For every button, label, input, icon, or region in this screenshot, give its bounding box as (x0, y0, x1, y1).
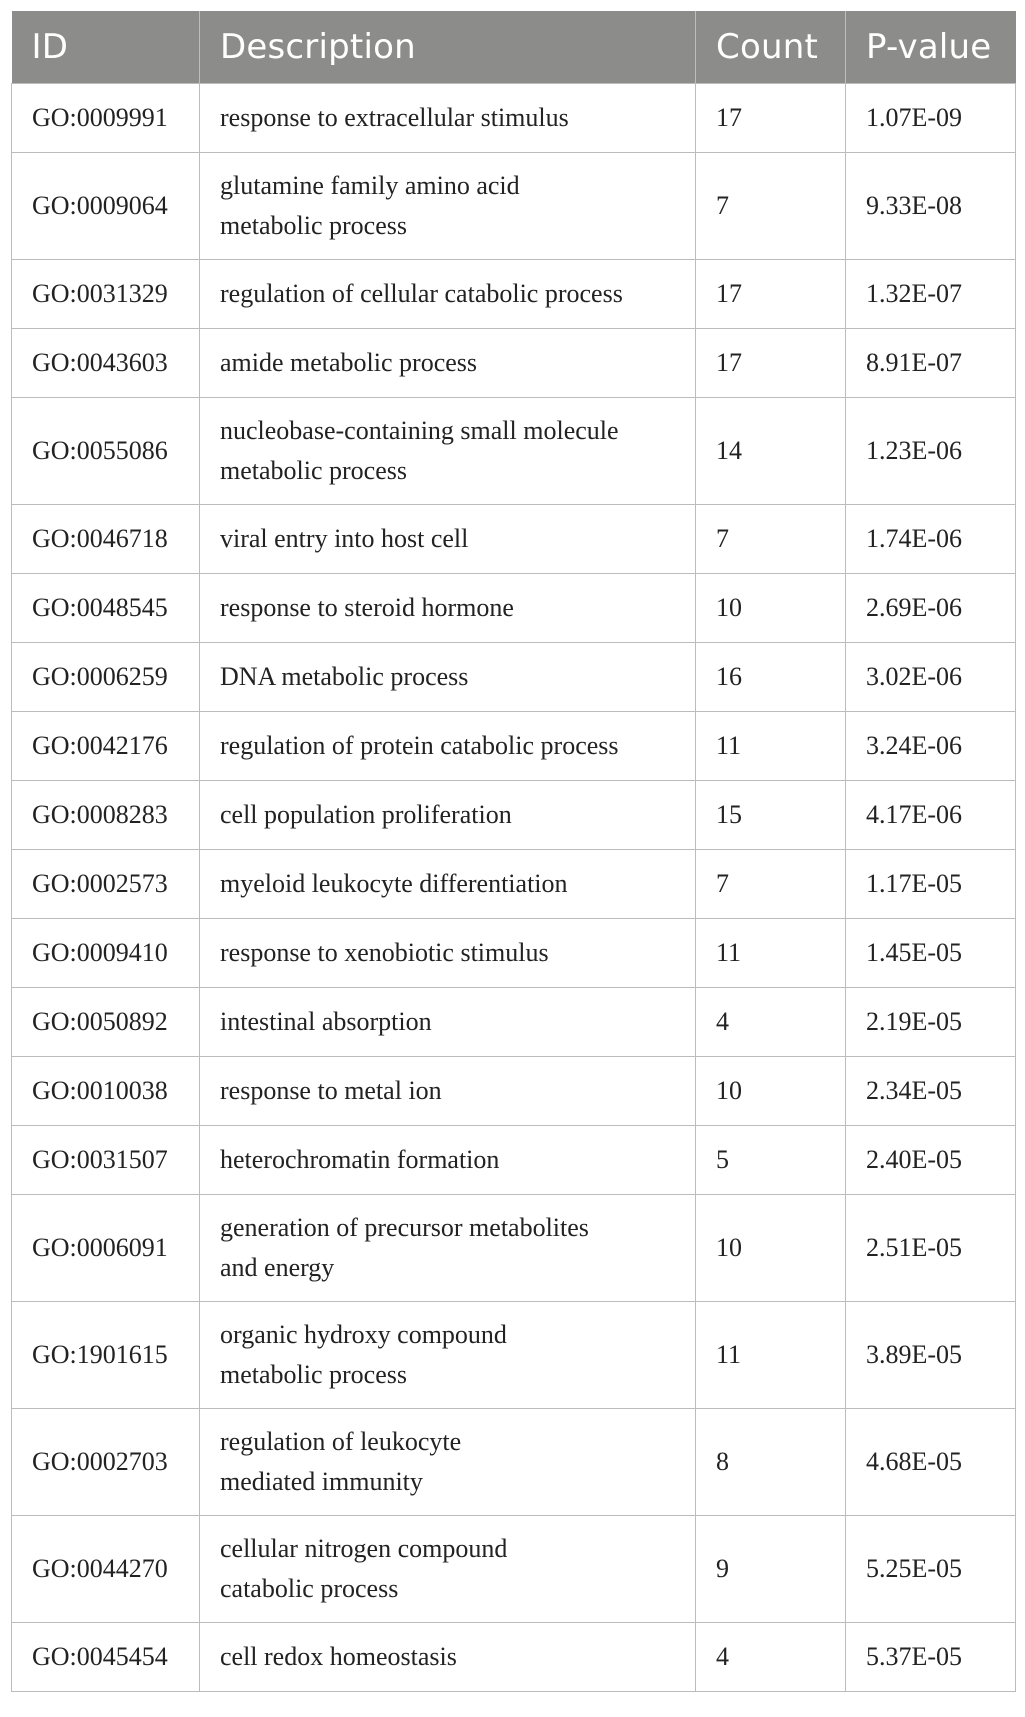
cell-go-id: GO:0006259 (12, 643, 200, 712)
cell-description (200, 84, 696, 153)
cell-description (200, 574, 696, 643)
table-header (12, 11, 1016, 84)
description-line: organic hydroxy compound (220, 1320, 507, 1349)
description-line: response to metal ion (220, 1076, 442, 1105)
cell-description (200, 153, 696, 260)
cell-go-id: GO:0008283 (12, 781, 200, 850)
description-line: intestinal absorption (220, 1007, 432, 1036)
cell-go-id: GO:0046718 (12, 505, 200, 574)
table-row (12, 1126, 1016, 1195)
cell-go-id: GO:0042176 (12, 712, 200, 781)
cell-description (200, 1302, 696, 1409)
description-line: and energy (220, 1253, 335, 1282)
cell-description (200, 712, 696, 781)
cell-go-id: GO:1901615 (12, 1302, 200, 1409)
cell-description (200, 988, 696, 1057)
cell-count: 11 (696, 919, 846, 988)
description-line: cell redox homeostasis (220, 1642, 457, 1671)
description-line: viral entry into host cell (220, 524, 469, 553)
cell-p-value: 5.25E-05 (846, 1516, 1016, 1623)
cell-count: 11 (696, 1302, 846, 1409)
cell-p-value: 5.37E-05 (846, 1623, 1016, 1692)
cell-description (200, 329, 696, 398)
description-line: myeloid leukocyte differentiation (220, 869, 568, 898)
description-line: response to steroid hormone (220, 593, 514, 622)
cell-go-id: GO:0055086 (12, 398, 200, 505)
table-row (12, 781, 1016, 850)
cell-count: 11 (696, 712, 846, 781)
description-line: regulation of leukocyte (220, 1427, 462, 1456)
cell-go-id: GO:0050892 (12, 988, 200, 1057)
cell-description (200, 643, 696, 712)
description-line: metabolic process (220, 1360, 407, 1389)
cell-description (200, 1057, 696, 1126)
description-line: metabolic process (220, 456, 407, 485)
table-row (12, 712, 1016, 781)
cell-p-value: 1.07E-09 (846, 84, 1016, 153)
cell-go-id: GO:0031329 (12, 260, 200, 329)
cell-p-value: 1.32E-07 (846, 260, 1016, 329)
cell-p-value: 4.17E-06 (846, 781, 1016, 850)
description-line: cellular nitrogen compound (220, 1534, 508, 1563)
cell-go-id: GO:0002703 (12, 1409, 200, 1516)
cell-count: 4 (696, 988, 846, 1057)
table-row (12, 1195, 1016, 1302)
cell-go-id: GO:0006091 (12, 1195, 200, 1302)
table-row (12, 643, 1016, 712)
cell-go-id: GO:0031507 (12, 1126, 200, 1195)
cell-count: 7 (696, 153, 846, 260)
cell-count: 7 (696, 850, 846, 919)
cell-description (200, 781, 696, 850)
table-row (12, 84, 1016, 153)
cell-p-value: 4.68E-05 (846, 1409, 1016, 1516)
cell-count: 17 (696, 329, 846, 398)
header-p-value: P-value (846, 11, 1016, 84)
cell-p-value: 3.24E-06 (846, 712, 1016, 781)
cell-p-value: 1.17E-05 (846, 850, 1016, 919)
header-description: Description (200, 11, 696, 84)
cell-go-id: GO:0048545 (12, 574, 200, 643)
table-row (12, 260, 1016, 329)
cell-count: 10 (696, 1057, 846, 1126)
cell-description (200, 1516, 696, 1623)
header-id: ID (12, 11, 200, 84)
description-line: response to extracellular stimulus (220, 103, 569, 132)
go-enrichment-table-container (11, 11, 1015, 1692)
table-row (12, 505, 1016, 574)
table-row (12, 1516, 1016, 1623)
cell-p-value: 2.40E-05 (846, 1126, 1016, 1195)
cell-count: 5 (696, 1126, 846, 1195)
description-line: catabolic process (220, 1574, 399, 1603)
cell-p-value: 2.19E-05 (846, 988, 1016, 1057)
cell-p-value: 1.23E-06 (846, 398, 1016, 505)
cell-description (200, 505, 696, 574)
cell-go-id: GO:0043603 (12, 329, 200, 398)
table-row (12, 850, 1016, 919)
cell-p-value: 8.91E-07 (846, 329, 1016, 398)
cell-count: 9 (696, 1516, 846, 1623)
table-body (12, 84, 1016, 1692)
cell-p-value: 2.51E-05 (846, 1195, 1016, 1302)
table-row (12, 1409, 1016, 1516)
description-line: heterochromatin formation (220, 1145, 500, 1174)
cell-p-value: 3.89E-05 (846, 1302, 1016, 1409)
cell-p-value: 1.74E-06 (846, 505, 1016, 574)
cell-count: 4 (696, 1623, 846, 1692)
header-count: Count (696, 11, 846, 84)
cell-count: 17 (696, 260, 846, 329)
cell-go-id: GO:0002573 (12, 850, 200, 919)
cell-count: 7 (696, 505, 846, 574)
cell-go-id: GO:0009991 (12, 84, 200, 153)
table-row (12, 988, 1016, 1057)
cell-p-value: 1.45E-05 (846, 919, 1016, 988)
table-row (12, 1057, 1016, 1126)
cell-description (200, 398, 696, 505)
cell-description (200, 919, 696, 988)
go-enrichment-table (11, 11, 1016, 1692)
cell-count: 10 (696, 1195, 846, 1302)
cell-p-value: 2.69E-06 (846, 574, 1016, 643)
description-line: glutamine family amino acid (220, 171, 520, 200)
description-line: regulation of protein catabolic process (220, 731, 619, 760)
cell-description (200, 1126, 696, 1195)
cell-count: 17 (696, 84, 846, 153)
description-line: generation of precursor metabolites (220, 1213, 589, 1242)
description-line: response to xenobiotic stimulus (220, 938, 549, 967)
cell-count: 10 (696, 574, 846, 643)
description-line: metabolic process (220, 211, 407, 240)
cell-description (200, 1623, 696, 1692)
table-row (12, 398, 1016, 505)
table-row (12, 1302, 1016, 1409)
description-line: amide metabolic process (220, 348, 478, 377)
description-line: regulation of cellular catabolic process (220, 279, 623, 308)
table-row (12, 574, 1016, 643)
description-line: cell population proliferation (220, 800, 512, 829)
cell-count: 16 (696, 643, 846, 712)
cell-p-value: 2.34E-05 (846, 1057, 1016, 1126)
cell-description (200, 850, 696, 919)
cell-description (200, 1409, 696, 1516)
cell-p-value: 3.02E-06 (846, 643, 1016, 712)
cell-count: 8 (696, 1409, 846, 1516)
description-line: nucleobase-containing small molecule (220, 416, 619, 445)
description-line: mediated immunity (220, 1467, 423, 1496)
cell-go-id: GO:0045454 (12, 1623, 200, 1692)
cell-go-id: GO:0044270 (12, 1516, 200, 1623)
cell-go-id: GO:0010038 (12, 1057, 200, 1126)
cell-go-id: GO:0009064 (12, 153, 200, 260)
description-line: DNA metabolic process (220, 662, 469, 691)
cell-count: 14 (696, 398, 846, 505)
table-row (12, 1623, 1016, 1692)
cell-go-id: GO:0009410 (12, 919, 200, 988)
cell-description (200, 1195, 696, 1302)
table-row (12, 329, 1016, 398)
table-row (12, 153, 1016, 260)
header-row (12, 11, 1016, 84)
table-row (12, 919, 1016, 988)
cell-description (200, 260, 696, 329)
cell-count: 15 (696, 781, 846, 850)
cell-p-value: 9.33E-08 (846, 153, 1016, 260)
